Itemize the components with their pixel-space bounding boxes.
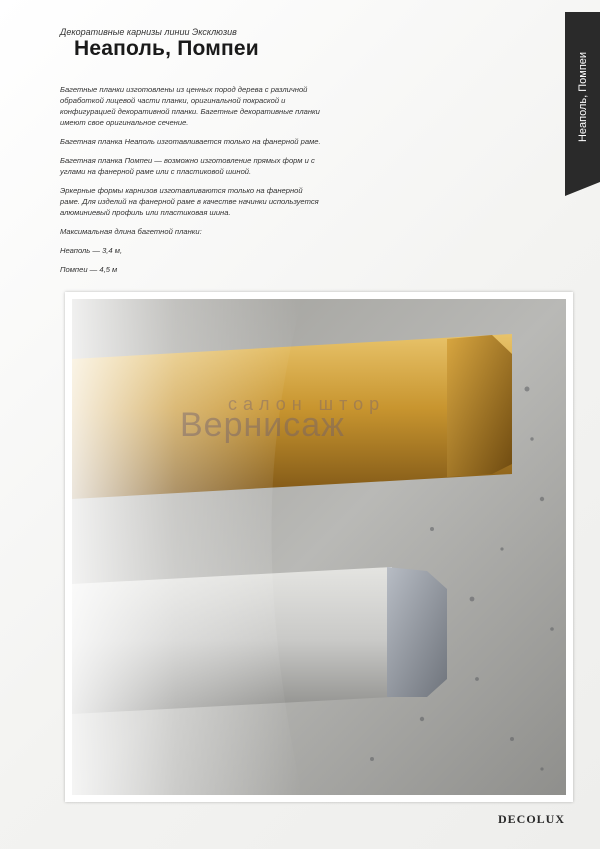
cornice-illustration xyxy=(72,299,566,795)
length-napoli: Неаполь — 3,4 м, xyxy=(60,246,123,255)
watermark-small-text: салон штор xyxy=(228,394,386,414)
watermark-main-text: Вернисаж xyxy=(180,406,345,444)
side-tab-label: Неаполь, Помпеи xyxy=(576,51,589,143)
side-tab xyxy=(565,12,600,182)
description-paragraph: Багетная планка Помпеи — возможно изготовление прямых форм и с углами на фанерной раме или с пластиковой шиной. xyxy=(60,156,315,176)
length-heading: Максимальная длина багетной планки: xyxy=(60,227,202,236)
page-title: Неаполь, Помпеи xyxy=(74,37,259,60)
description-paragraph: Багетные планки изготовлены из ценных пород дерева с различной обработкой лицевой части планки, оригинальной покраской и конфигурацией декоративной планки. Багетные декоративные планки имеют свое оригинальное сечение. xyxy=(60,85,320,127)
page-kicker: Декоративные карнизы линии Эксклюзив xyxy=(60,27,237,37)
brand-logo: DECOLUX xyxy=(497,812,565,826)
description-paragraph: Эркерные формы карнизов изготавливаются только на фанерной раме. Для изделий на фанерной раме в качестве начинки используется алюминиевый профиль или пластиковая шина. xyxy=(60,186,319,217)
product-photo xyxy=(65,292,573,802)
length-pompei: Помпеи — 4,5 м xyxy=(60,265,118,274)
description-paragraph: Багетная планка Неаполь изготавливается только на фанерной раме. xyxy=(60,137,321,146)
description-block xyxy=(60,84,322,283)
